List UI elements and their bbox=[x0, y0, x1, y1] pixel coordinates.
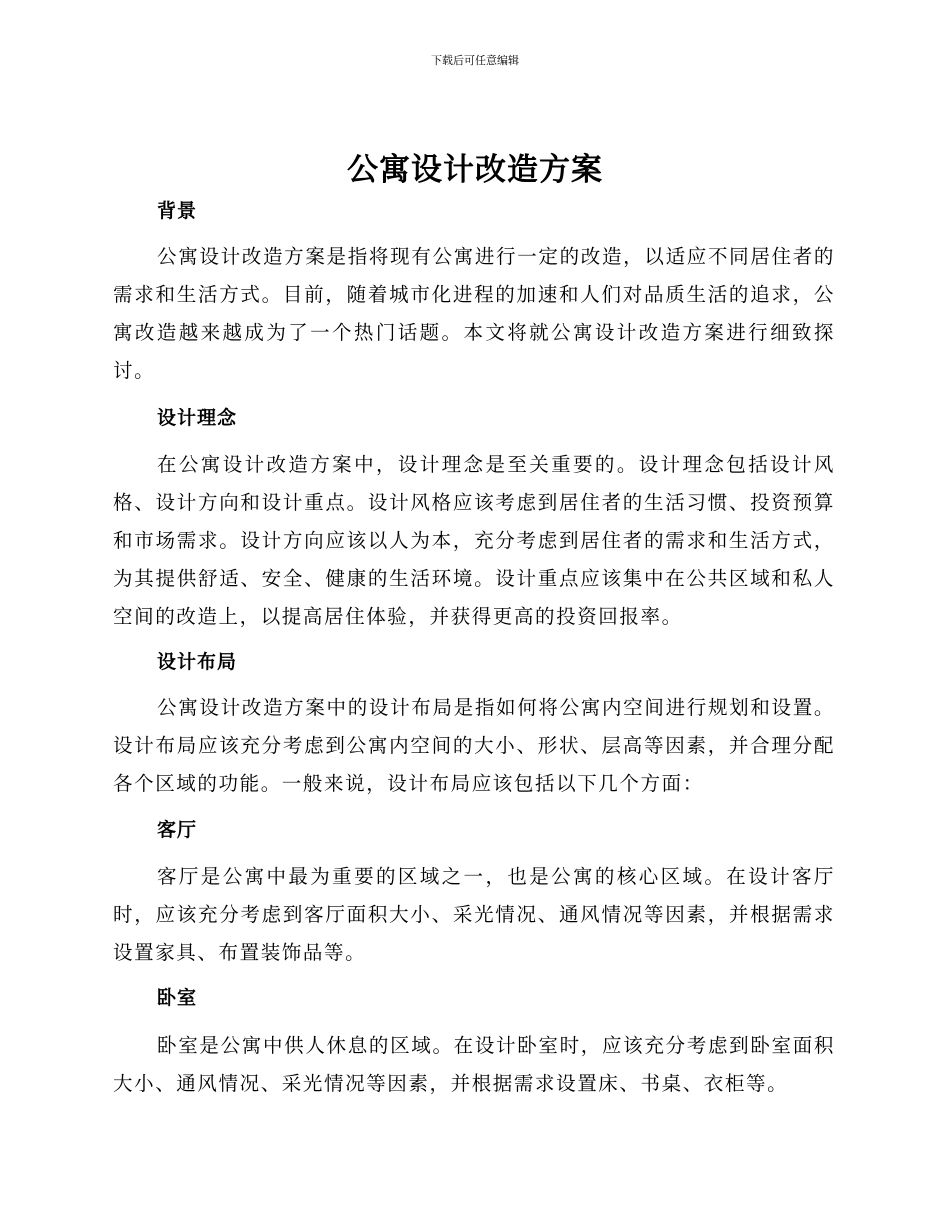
section-heading-living-room: 客厅 bbox=[157, 819, 198, 841]
section-heading-background: 背景 bbox=[157, 200, 198, 222]
document-title: 公寓设计改造方案 bbox=[347, 152, 603, 188]
section-heading-design-layout: 设计布局 bbox=[157, 651, 238, 673]
section-paragraph-bedroom: 卧室是公寓中供人休息的区域。在设计卧室时，应该充分考虑到卧室面积大小、通风情况、采光情况等因素，并根据需求设置床、书桌、衣柜等。 bbox=[113, 1034, 835, 1095]
header-note: 下载后可任意编辑 bbox=[431, 54, 519, 67]
section-heading-design-concept: 设计理念 bbox=[157, 407, 238, 429]
section-paragraph-background: 公寓设计改造方案是指将现有公寓进行一定的改造，以适应不同居住者的需求和生活方式。目前，随着城市化进程的加速和人们对品质生活的追求，公寓改造越来越成为了一个热门话题。本文将就公寓设计改造方案进行细致探讨。 bbox=[113, 245, 835, 382]
section-paragraph-living-room: 客厅是公寓中最为重要的区域之一，也是公寓的核心区域。在设计客厅时，应该充分考虑到客厅面积大小、采光情况、通风情况等因素，并根据需求设置家具、布置装饰品等。 bbox=[113, 865, 835, 964]
section-paragraph-design-concept: 在公寓设计改造方案中，设计理念是至关重要的。设计理念包括设计风格、设计方向和设计重点。设计风格应该考虑到居住者的生活习惯、投资预算和市场需求。设计方向应该以人为本，充分考虑到居住者的需求和生活方式，为其提供舒适、安全、健康的生活环境。设计重点应该集中在公共区域和私人空间的改造上，以提高居住体验，并获得更高的投资回报率。 bbox=[113, 453, 835, 628]
section-paragraph-design-layout: 公寓设计改造方案中的设计布局是指如何将公寓内空间进行规划和设置。设计布局应该充分考虑到公寓内空间的大小、形状、层高等因素，并合理分配各个区域的功能。一般来说，设计布局应该包括以下几个方面： bbox=[113, 696, 835, 795]
section-heading-bedroom: 卧室 bbox=[157, 987, 198, 1009]
